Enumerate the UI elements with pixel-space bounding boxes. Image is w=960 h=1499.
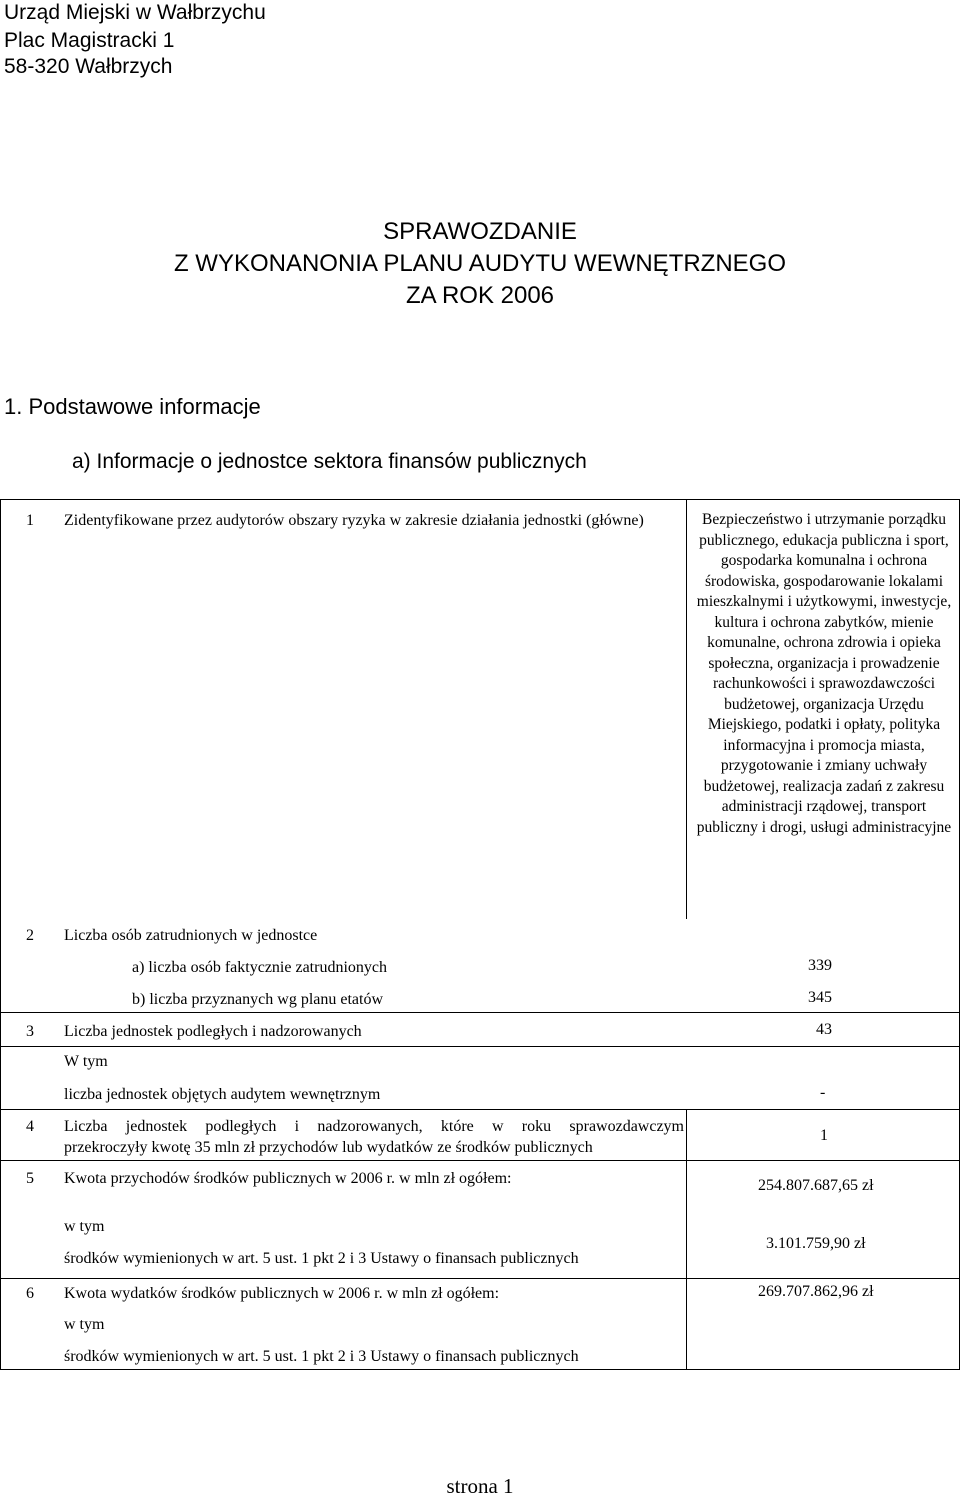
row-5-number: 5 (26, 1170, 34, 1187)
row-6-label: Kwota wydatków środków publicznych w 2006 r. w mln zł ogółem: (64, 1285, 500, 1302)
row-3-number: 3 (26, 1023, 34, 1040)
section-heading: 1. Podstawowe informacje (4, 394, 261, 419)
revenue-art5-label: środków wymienionych w art. 5 ust. 1 pkt 2 i 3 Ustawy o finansach publicznych (64, 1250, 579, 1267)
row-2-label: Liczba osób zatrudnionych w jednostce (64, 927, 318, 944)
row-3-label: Liczba jednostek podległych i nadzorowanych (64, 1023, 362, 1040)
office-street: Plac Magistracki 1 (4, 29, 175, 52)
report-subtitle: Z WYKONANONIA PLANU AUDYTU WEWNĘTRZNEGO (173, 250, 787, 277)
row-4-label-line2: przekroczyły kwotę 35 mln zł przychodów lub wydatków ze środków publicznych (64, 1139, 593, 1156)
row-4-label-line1: Liczba jednostek podległych i nadzorowanych, które w roku sprawozdawczym (64, 1118, 684, 1135)
row-6-number: 6 (26, 1285, 34, 1302)
risk-areas-value: Bezpieczeństwo i utrzymanie porządku publicznego, edukacja publiczna i sport, gospodarka komunalna i ochrona środowiska, gospodarowanie lokalami mieszkalnymi i użytkowymi, inwestycje, kultura i ochrona zabytków, mienie komunalne, ochrona zdrowia i opieka społeczna, organizacja i prowadzenie rachunkowości i sprawozdawczości budżetowej, organizacja Urzędu Miejskiego, podatki i opłaty, polityka informacyjna i promocja miasta, przygotowanie i zmiany uchwały budżetowej, realizacja zadań z zakresu administracji rządowej, transport publiczny i drogi, usługi administracyjne (696, 511, 952, 836)
employees-planned-label: b) liczba przyznanych wg planu etatów (132, 991, 384, 1008)
expenses-art5-label: środków wymienionych w art. 5 ust. 1 pkt 2 i 3 Ustawy o finansach publicznych (64, 1348, 579, 1365)
row-1-label: Zidentyfikowane przez audytorów obszary ryzyka w zakresie działania jednostki (główne) (64, 512, 644, 529)
page-number: strona 1 (446, 1474, 514, 1498)
revenue-art5-value: 3.101.759,90 zł (766, 1235, 866, 1252)
section-subheading: a) Informacje o jednostce sektora finansów publicznych (72, 450, 587, 473)
expenses-total-value: 269.707.862,96 zł (758, 1283, 874, 1300)
employees-actual-value: 339 (808, 957, 832, 974)
row-3-wtym: W tym (64, 1053, 108, 1070)
office-name: Urząd Miejski w Wałbrzychu (4, 1, 266, 24)
row-5-label: Kwota przychodów środków publicznych w 2006 r. w mln zł ogółem: (64, 1170, 512, 1187)
row-1-number: 1 (26, 512, 34, 529)
employees-actual-label: a) liczba osób faktycznie zatrudnionych (132, 959, 387, 976)
revenue-total-value: 254.807.687,65 zł (758, 1177, 874, 1194)
row-6-wtym: w tym (64, 1316, 105, 1333)
audited-units-label: liczba jednostek objętych audytem wewnętrznym (64, 1086, 381, 1103)
large-units-value: 1 (820, 1127, 828, 1144)
row-2-number: 2 (26, 927, 34, 944)
report-title: SPRAWOZDANIE (383, 218, 577, 245)
subordinate-units-value: 43 (816, 1021, 832, 1038)
office-city: 58-320 Wałbrzych (4, 55, 173, 78)
employees-planned-value: 345 (808, 989, 832, 1006)
row-5-wtym: w tym (64, 1218, 105, 1235)
report-year: ZA ROK 2006 (405, 282, 555, 309)
audited-units-value: - (820, 1084, 826, 1101)
row-4-number: 4 (26, 1118, 34, 1135)
